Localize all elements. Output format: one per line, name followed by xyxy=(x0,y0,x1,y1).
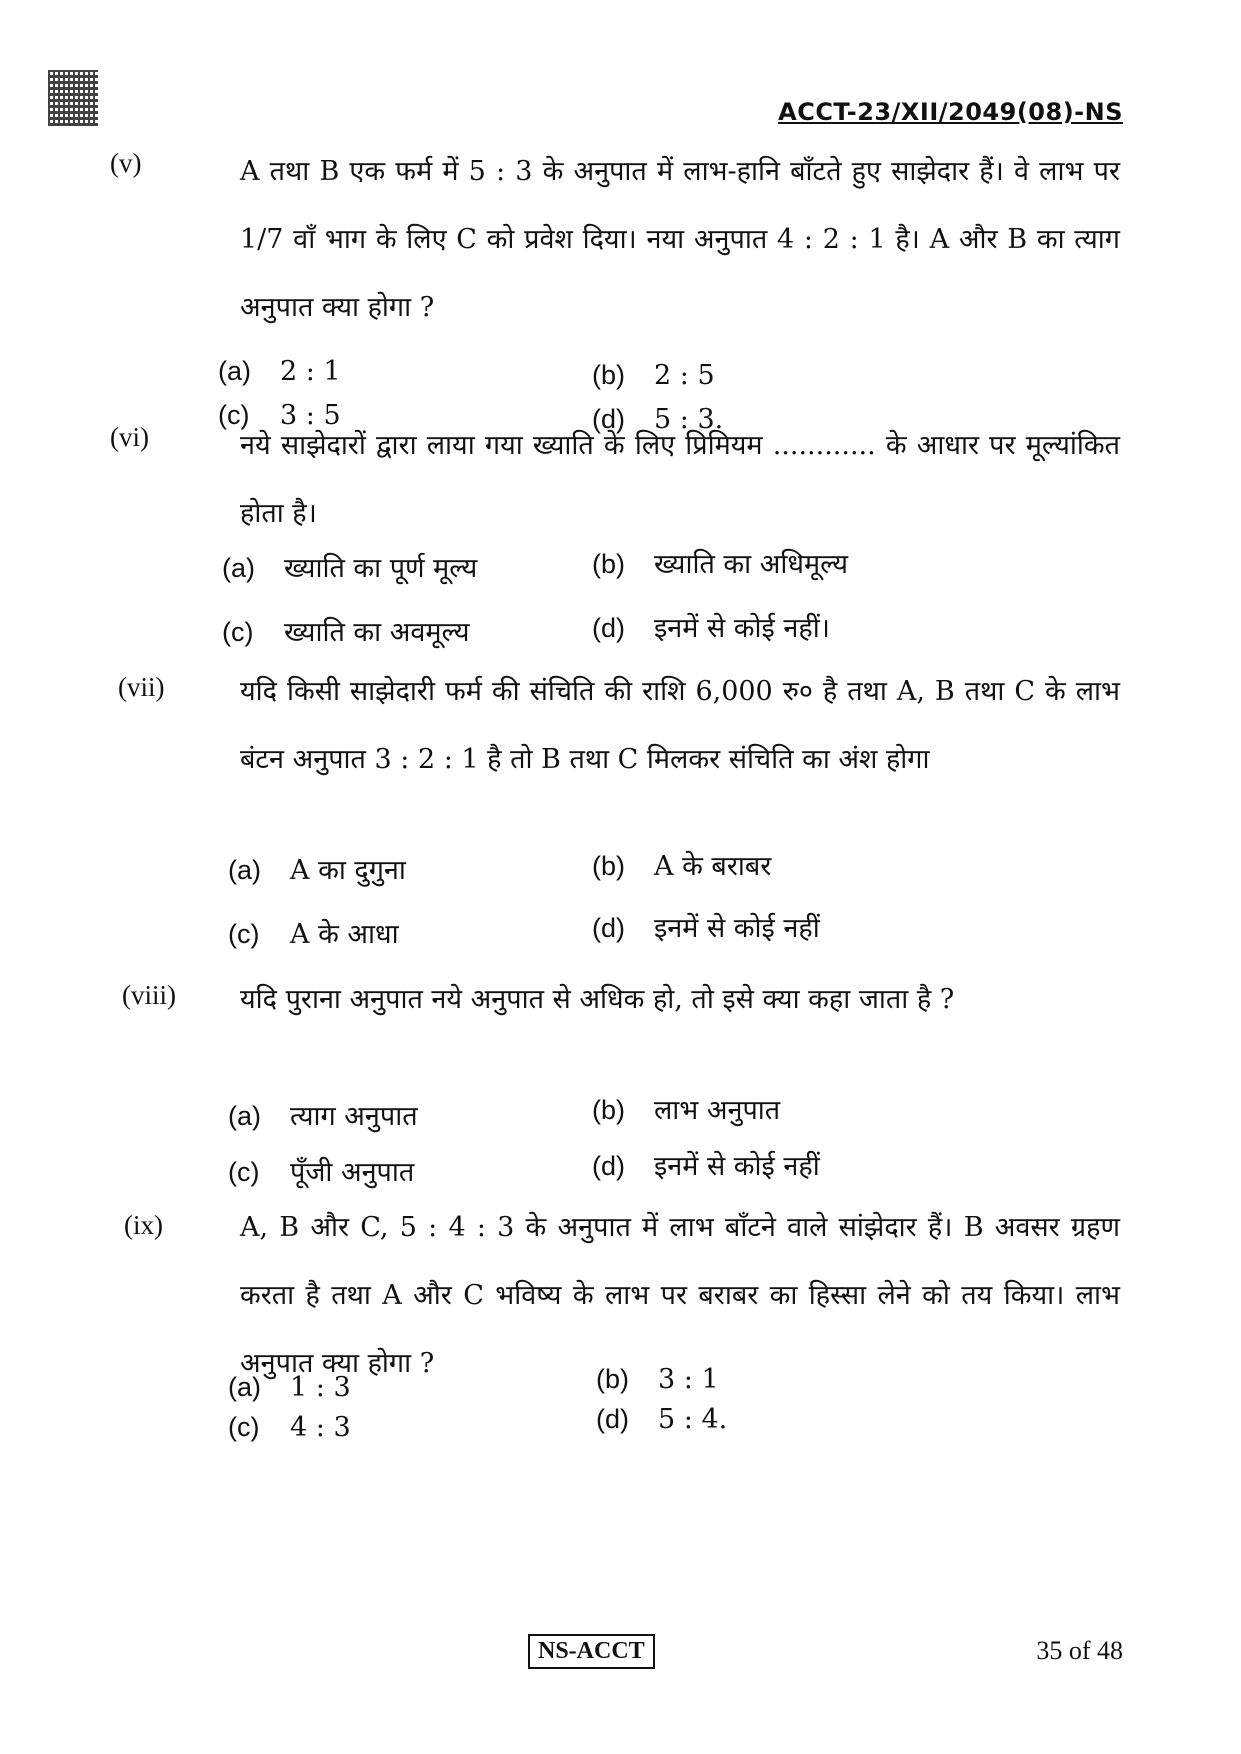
option-text: 2 : 1 xyxy=(280,356,341,387)
option-text: ख्याति का अवमूल्य xyxy=(284,617,470,648)
option-text: 1 : 3 xyxy=(290,1372,351,1403)
option-label: (d) xyxy=(592,913,625,943)
question-number: (viii) xyxy=(122,980,176,1010)
option-label: (b) xyxy=(596,1364,629,1394)
option-label: (d) xyxy=(592,404,625,434)
option-label: (a) xyxy=(228,1101,261,1131)
option-b xyxy=(592,544,848,581)
option-text: ख्याति का पूर्ण मूल्य xyxy=(284,553,478,584)
question-number: (vii) xyxy=(118,672,165,702)
option-c xyxy=(228,1152,414,1189)
option-b xyxy=(596,1364,719,1395)
option-label: (c) xyxy=(228,1157,260,1187)
option-label: (b) xyxy=(592,1095,625,1125)
option-text: 3 : 5 xyxy=(280,400,341,431)
question-number: (v) xyxy=(110,148,142,178)
option-text: इनमें से कोई नहीं। xyxy=(654,613,830,644)
question-text: यदि पुराना अनुपात नये अनुपात से अधिक हो, तो इसे क्या कहा जाता है ? xyxy=(240,984,955,1015)
option-a xyxy=(228,1372,351,1403)
option-text: इनमें से कोई नहीं xyxy=(654,913,820,944)
option-text: लाभ अनुपात xyxy=(654,1095,781,1126)
option-a xyxy=(228,1096,418,1133)
option-d xyxy=(592,1146,820,1183)
question-number: (ix) xyxy=(124,1210,163,1240)
option-label: (a) xyxy=(222,553,255,583)
option-c xyxy=(228,1412,351,1443)
option-c xyxy=(228,914,399,951)
option-b xyxy=(592,360,715,391)
option-c xyxy=(222,612,470,649)
option-label: (b) xyxy=(592,360,625,390)
option-text: 2 : 5 xyxy=(654,360,715,391)
question-text: यदि किसी साझेदारी फर्म की संचिति की राशि 6,000 रु० है तथा A, B तथा C के लाभ बंटन अनुपात 3 : 2 : 1 है तो B तथा C मिलकर संचिति का अंश होगा xyxy=(240,676,1120,775)
question-text: A तथा B एक फर्म में 5 : 3 के अनुपात में लाभ-हानि बाँटते हुए साझेदार हैं। वे लाभ पर 1/7 वाँ भाग के लिए C को प्रवेश दिया। नया अनुपात 4 : 2 : 1 है। A और B का त्याग अनुपात क्या होगा ? xyxy=(240,156,1120,323)
paper-code: ACCT-23/XII/2049(08)-NS xyxy=(778,98,1123,126)
option-label: (d) xyxy=(592,1151,625,1181)
option-text: 5 : 4. xyxy=(658,1404,728,1435)
option-label: (c) xyxy=(228,1412,260,1442)
page-number: 35 of 48 xyxy=(1036,1636,1123,1665)
option-label: (a) xyxy=(228,1372,261,1402)
question-text: नये साझेदारों द्वारा लाया गया ख्याति के लिए प्रिमियम ............ के आधार पर मूल्यांकित होता है। xyxy=(240,430,1120,529)
option-b xyxy=(592,846,771,883)
option-d xyxy=(596,1404,727,1435)
qr-code-icon xyxy=(48,70,98,126)
option-text: 5 : 3. xyxy=(654,404,724,435)
option-label: (c) xyxy=(222,617,254,647)
option-text: इनमें से कोई नहीं xyxy=(654,1151,820,1182)
option-b xyxy=(592,1090,780,1127)
option-text: त्याग अनुपात xyxy=(290,1101,418,1132)
option-label: (a) xyxy=(218,356,251,386)
option-label: (b) xyxy=(592,851,625,881)
question-number: (vi) xyxy=(110,422,149,452)
option-text: A के आधा xyxy=(290,919,399,950)
option-label: (d) xyxy=(596,1404,629,1434)
option-text: ख्याति का अधिमूल्य xyxy=(654,549,849,580)
option-label: (c) xyxy=(228,919,260,949)
option-text: A का दुगुना xyxy=(290,855,406,886)
option-label: (a) xyxy=(228,855,261,885)
option-a xyxy=(222,548,477,585)
footer-code-box: NS-ACCT xyxy=(528,1634,655,1669)
question-text: A, B और C, 5 : 4 : 3 के अनुपात में लाभ बाँटने वाले सांझेदार हैं। B अवसर ग्रहण करता है तथा A और C भविष्य के लाभ पर बराबर का हिस्सा लेने को तय किया। लाभ अनुपात क्या होगा ? xyxy=(240,1212,1120,1379)
option-label: (c) xyxy=(218,400,250,430)
option-text: 4 : 3 xyxy=(290,1412,351,1443)
option-text: 3 : 1 xyxy=(658,1364,719,1395)
option-label: (d) xyxy=(592,613,625,643)
option-d xyxy=(592,908,820,945)
option-label: (b) xyxy=(592,549,625,579)
option-a xyxy=(228,850,406,887)
option-text: A के बराबर xyxy=(654,851,772,882)
option-d xyxy=(592,608,830,645)
option-a xyxy=(218,356,341,387)
option-text: पूँजी अनुपात xyxy=(290,1157,415,1188)
